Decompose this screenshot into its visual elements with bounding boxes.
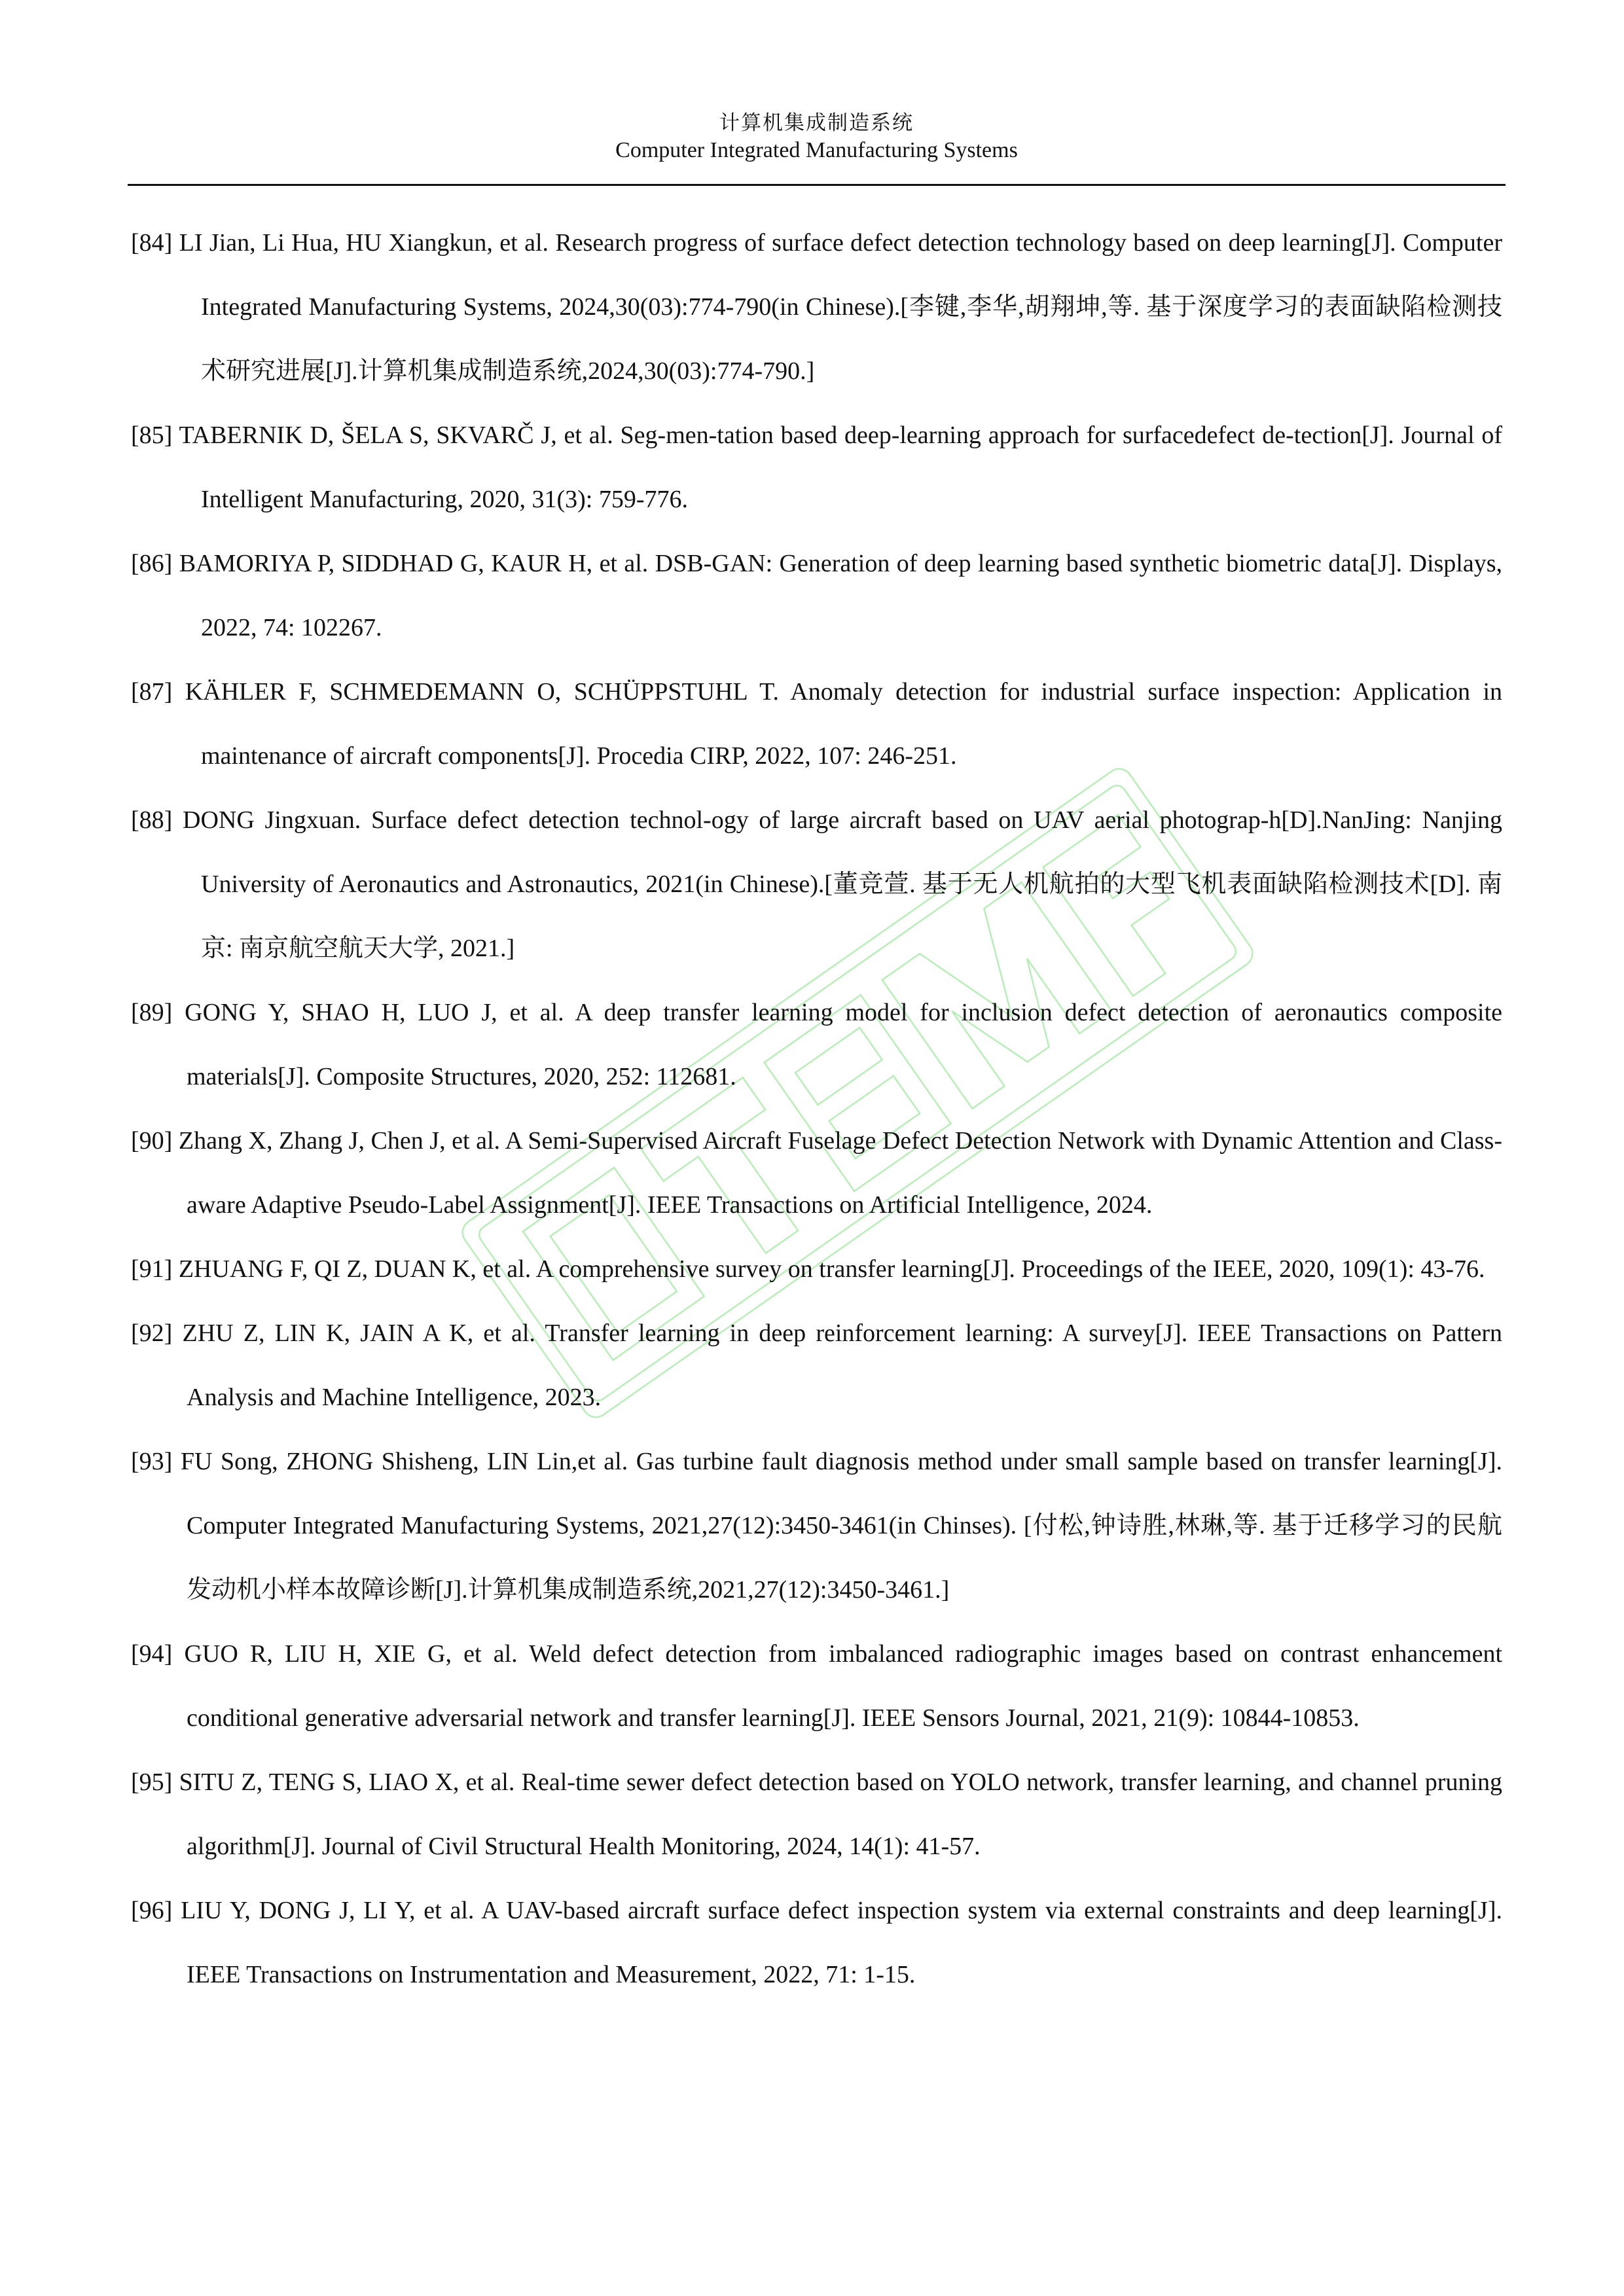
reference-item-86 xyxy=(131,531,1502,660)
reference-number: [89] xyxy=(131,999,173,1026)
reference-text: TABERNIK D, ŠELA S, SKVARČ J, et al. Seg-men-tation based deep-learning approach for surfacedefect de-tection[J]. Journal of Intelligent Manufacturing, 2020, 31(3): 759-776. xyxy=(179,422,1502,513)
reference-item-92 xyxy=(131,1301,1502,1429)
reference-item-90 xyxy=(131,1109,1502,1237)
reference-number: [93] xyxy=(131,1448,173,1475)
reference-number: [90] xyxy=(131,1127,173,1155)
reference-text: GONG Y, SHAO H, LUO J, et al. A deep transfer learning model for inclusion defect detection of aeronautics composite materials[J]. Composite Structures, 2020, 252: 112681. xyxy=(185,999,1502,1090)
reference-text: ZHU Z, LIN K, JAIN A K, et al. Transfer learning in deep reinforcement learning: A survey[J]. IEEE Transactions on Pattern Analysis and Machine Intelligence, 2023. xyxy=(182,1319,1502,1411)
reference-number: [87] xyxy=(131,678,173,706)
reference-text: GUO R, LIU H, XIE G, et al. Weld defect detection from imbalanced radiographic images based on contrast enhancement conditional generative adversarial network and transfer learning[J]. IEEE Sensors Journal, 2021, 21(9): 10844-10853. xyxy=(184,1640,1502,1732)
reference-text: FU Song, ZHONG Shisheng, LIN Lin,et al. Gas turbine fault diagnosis method under small sample based on transfer learning[J]. Computer Integrated Manufacturing Systems, 2021,27(12):3450-3461(in Chinses). [付松,钟诗胜,林琳,等. 基于迁移学习的民航发动机小样本故障诊断[J].计算机集成制造系统,2021,27(12):3450-3461.] xyxy=(180,1448,1502,1604)
reference-text: DONG Jingxuan. Surface defect detection technol-ogy of large aircraft based on UAV aerial photograp-h[D].NanJing: Nanjing University of Aeronautics and Astronautics, 2021(in Chinese).[董竞萱. 基于无人机航拍的大型飞机表面缺陷检测技术[D]. 南京: 南京航空航天大学, 2021.] xyxy=(183,806,1502,962)
header-divider xyxy=(128,184,1506,186)
reference-item-89 xyxy=(131,980,1502,1109)
journal-title-chinese: 计算机集成制造系统 xyxy=(719,111,914,135)
page-header xyxy=(128,110,1506,165)
reference-item-94 xyxy=(131,1622,1502,1750)
journal-title-english: Computer Integrated Manufacturing Systems xyxy=(615,138,1018,162)
reference-number: [84] xyxy=(131,229,173,257)
reference-number: [94] xyxy=(131,1640,173,1668)
reference-number: [96] xyxy=(131,1897,173,1924)
reference-item-88 xyxy=(131,788,1502,980)
reference-item-84 xyxy=(131,211,1502,403)
reference-text: SITU Z, TENG S, LIAO X, et al. Real-time sewer defect detection based on YOLO network, transfer learning, and channel pruning algorithm[J]. Journal of Civil Structural Health Monitoring, 2024, 14(1): 41-57. xyxy=(179,1768,1502,1860)
reference-text: KÄHLER F, SCHMEDEMANN O, SCHÜPPSTUHL T. Anomaly detection for industrial surface inspection: Application in maintenance of aircraft components[J]. Procedia CIRP, 2022, 107: 246-251. xyxy=(185,678,1503,770)
reference-item-96 xyxy=(131,1878,1502,2007)
reference-number: [92] xyxy=(131,1319,173,1347)
reference-item-95 xyxy=(131,1750,1502,1878)
reference-number: [91] xyxy=(131,1255,173,1283)
reference-number: [85] xyxy=(131,422,173,449)
reference-number: [88] xyxy=(131,806,173,834)
reference-item-87 xyxy=(131,660,1502,788)
reference-number: [86] xyxy=(131,550,173,577)
reference-item-91 xyxy=(131,1237,1502,1301)
reference-item-85 xyxy=(131,403,1502,531)
reference-number: [95] xyxy=(131,1768,173,1796)
reference-text: LIU Y, DONG J, LI Y, et al. A UAV-based aircraft surface defect inspection system via external constraints and deep learning[J]. IEEE Transactions on Instrumentation and Measurement, 2022, 71: 1-15. xyxy=(181,1897,1502,1988)
reference-text: ZHUANG F, QI Z, DUAN K, et al. A comprehensive survey on transfer learning[J]. Proceedings of the IEEE, 2020, 109(1): 43-76. xyxy=(178,1255,1485,1283)
reference-item-93 xyxy=(131,1429,1502,1622)
reference-text: Zhang X, Zhang J, Chen J, et al. A Semi-Supervised Aircraft Fuselage Defect Detection Network with Dynamic Attention and Class-aware Adaptive Pseudo-Label Assignment[J]. IEEE Transactions on Artificial Intelligence, 2024. xyxy=(178,1127,1502,1219)
reference-list xyxy=(131,211,1502,2007)
reference-text: BAMORIYA P, SIDDHAD G, KAUR H, et al. DSB-GAN: Generation of deep learning based synthetic biometric data[J]. Displays, 2022, 74: 102267. xyxy=(179,550,1502,641)
reference-text: LI Jian, Li Hua, HU Xiangkun, et al. Research progress of surface defect detection technology based on deep learning[J]. Computer Integrated Manufacturing Systems, 2024,30(03):774-790(in Chinese).[李键,李华,胡翔坤,等. 基于深度学习的表面缺陷检测技术研究进展[J].计算机集成制造系统,2024,30(03):774-790.] xyxy=(179,229,1503,385)
